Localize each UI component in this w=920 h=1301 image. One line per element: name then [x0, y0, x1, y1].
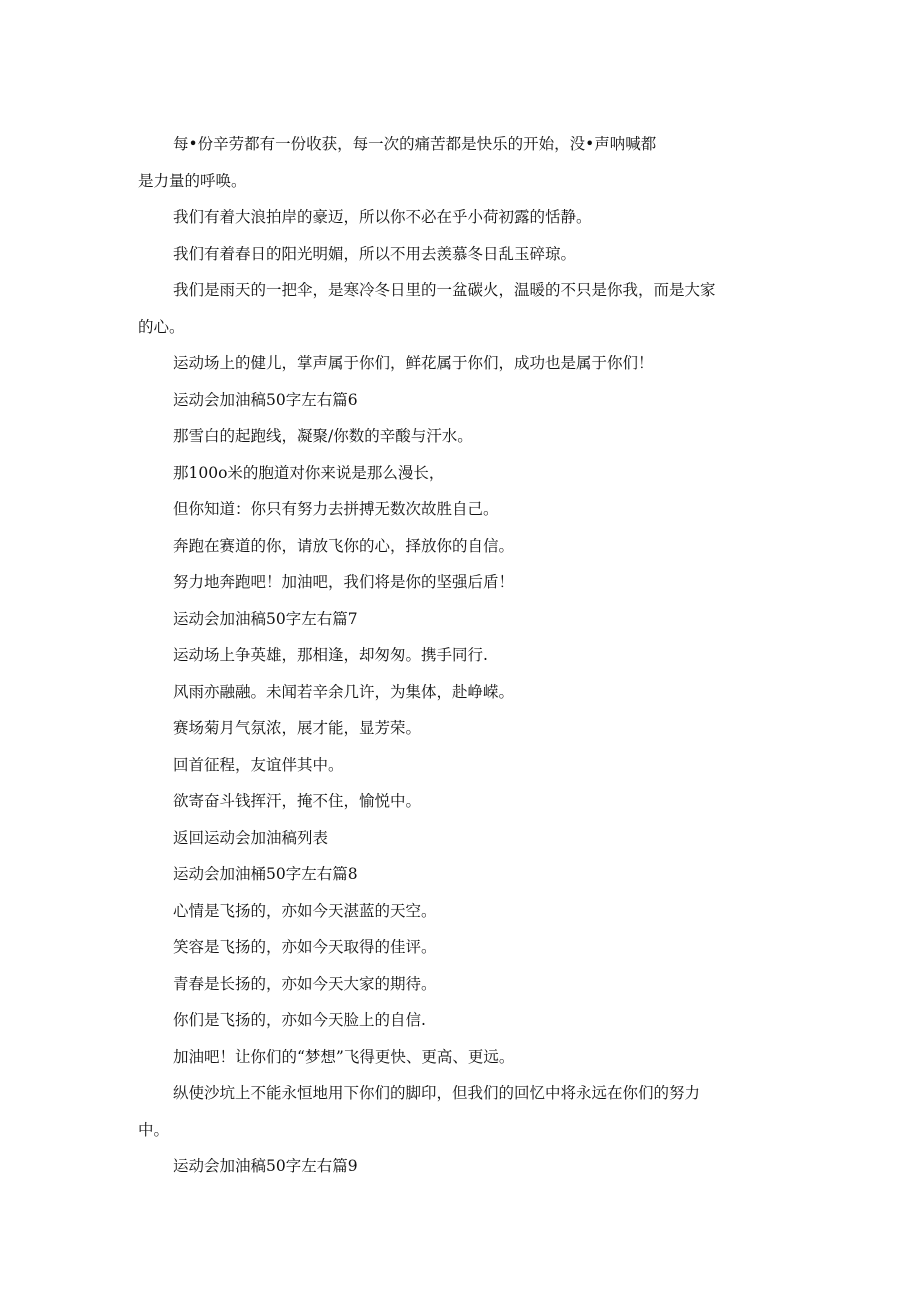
section-heading: [138, 1148, 778, 1185]
paragraph-line: 我们有着春日的阳光明媚，所以不用去羡慕冬日乱玉碎琼。: [173, 244, 577, 263]
paragraph-line: 我们是雨天的一把伞，是寒冷冬日里的一盆碳火，温暖的不只是你我，而是大家: [173, 281, 716, 299]
paragraph-line: 运动会加油桶50字左右篇8: [173, 865, 358, 883]
paragraph: [138, 929, 778, 966]
paragraph: [138, 126, 778, 199]
paragraph-line: 心情是飞扬的，亦如今天湛蓝的天空。: [173, 901, 437, 920]
paragraph-line-continuation: 是力量的呼唤。: [138, 171, 247, 190]
paragraph-line: 你们是飞扬的，亦如今天脸上的自信.: [173, 1011, 426, 1029]
paragraph-line: 运动会加油稿50字左右篇6: [173, 390, 358, 409]
paragraph: [138, 966, 778, 1003]
paragraph: [138, 1002, 778, 1039]
paragraph-line: 运动场上争英雄，那相逢，却匆匆。携手同行.: [173, 646, 488, 664]
paragraph-line: 加油吧！让你们的“梦想”飞得更快、更高、更远。: [173, 1047, 515, 1066]
paragraph: [138, 747, 778, 784]
section-heading: [138, 382, 778, 419]
paragraph: [138, 491, 778, 528]
paragraph: [138, 710, 778, 747]
paragraph-line-continuation: 中。: [138, 1120, 170, 1139]
paragraph-line: 笑容是飞扬的，亦如今天取得的佳评。: [173, 938, 437, 956]
paragraph: [138, 637, 778, 674]
paragraph-line-continuation: 的心。: [138, 317, 185, 336]
paragraph: [138, 893, 778, 930]
paragraph: [138, 528, 778, 565]
paragraph-line: 运动会加油稿50字左右篇7: [173, 609, 358, 628]
paragraph-line: 赛场菊月气氛浓，展才能，显芳荣。: [173, 719, 422, 737]
paragraph-line: 那100o米的胞道对你来说是那么漫长，: [173, 463, 445, 482]
paragraph: [138, 455, 778, 492]
paragraph: [138, 418, 778, 455]
paragraph: [138, 783, 778, 820]
paragraph: [138, 674, 778, 711]
paragraph-line: 纵使沙坑上不能永恒地用下你们的脚印，但我们的回忆中将永远在你们的努力: [173, 1084, 701, 1102]
paragraph-line: 每•份辛劳都有一份收获，每一次的痛苦都是快乐的开始，没•声呐喊都: [173, 135, 657, 153]
paragraph-line: 运动会加油稿50字左右篇9: [173, 1157, 358, 1175]
paragraph-line: 返回运动会加油稿列表: [173, 828, 329, 847]
paragraph-line: 我们有着大浪拍岸的豪迈，所以你不必在乎小荷初露的恬静。: [173, 208, 592, 226]
paragraph: [138, 199, 778, 236]
section-heading: [138, 856, 778, 893]
paragraph: [138, 272, 778, 345]
paragraph-line: 努力地奔跑吧！加油吧，我们将是你的坚强后盾！: [173, 573, 515, 591]
paragraph: [138, 345, 778, 382]
paragraph-line: 风雨亦融融。未闻若辛余几许，为集体，赴峥嵘。: [173, 682, 515, 701]
paragraph-line: 但你知道：你只有努力去拼搏无数次故胜自己。: [173, 500, 499, 518]
paragraph: [138, 564, 778, 601]
document-body: [138, 126, 778, 1185]
paragraph-line: 欲寄奋斗钱挥汗，掩不住，愉悦中。: [173, 792, 422, 810]
paragraph-line: 青春是长扬的，亦如今天大家的期待。: [173, 974, 437, 993]
section-heading: [138, 601, 778, 638]
paragraph-line: 回首征程，友谊伴其中。: [173, 755, 344, 774]
paragraph: [138, 820, 778, 857]
paragraph: [138, 1039, 778, 1076]
paragraph-line: 奔跑在赛道的你，请放飞你的心，择放你的自信。: [173, 536, 515, 555]
paragraph-line: 那雪白的起跑线，凝聚/你数的辛酸与汗水。: [173, 427, 473, 445]
paragraph-line: 运动场上的健儿，掌声属于你们，鲜花属于你们，成功也是属于你们！: [173, 354, 654, 372]
paragraph: [138, 236, 778, 273]
paragraph: [138, 1075, 778, 1148]
